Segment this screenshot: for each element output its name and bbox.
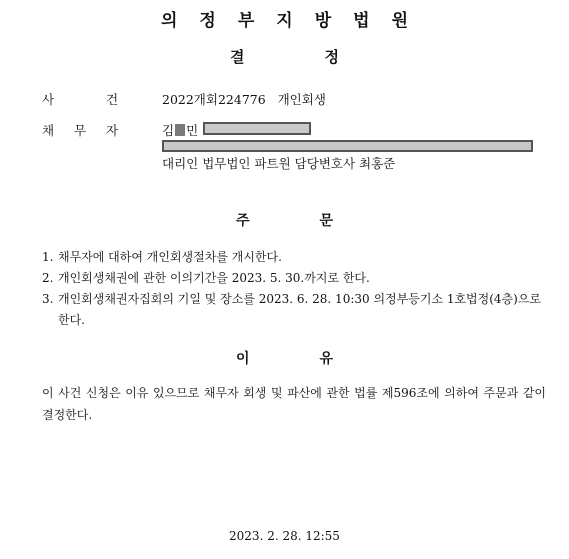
document-title: 결 정 — [230, 48, 339, 66]
representative: 대리인 법무법인 파트원 담당변호사 최홍준 — [162, 156, 396, 171]
debtor-name: 김 민 — [162, 123, 199, 138]
redaction-box-address — [162, 140, 533, 152]
debtor-label: 채 무 자 — [42, 123, 119, 138]
decision-date: 2023. 2. 28. 12:55 — [229, 529, 340, 543]
masked-character — [175, 124, 185, 136]
order-item-1: 1. 채무자에 대하여 개인회생절차를 개시한다. — [42, 250, 282, 264]
case-type: 개인회생 — [277, 92, 326, 107]
case-number-line — [162, 90, 326, 108]
order-item-2: 2. 개인회생채권에 관한 이의기간을 2023. 5. 30.까지로 한다. — [42, 271, 370, 285]
reason-heading: 이 유 — [235, 351, 334, 367]
court-name: 의 정 부 지 방 법 원 — [160, 11, 409, 31]
order-item-3: 3. 개인회생채권자집회의 기일 및 장소를 2023. 6. 28. 10:30 의정부등기소 1호법정(4층)으로 한다. — [42, 292, 542, 327]
order-heading: 주 문 — [235, 213, 334, 229]
case-label: 사 건 — [42, 92, 119, 107]
order-list — [42, 247, 552, 331]
redaction-box-name — [203, 122, 311, 135]
reason-text: 이 사건 신청은 이유 있으므로 채무자 회생 및 파산에 관한 법률 제596조에 의하여 주문과 같이 결정한다. — [42, 386, 546, 422]
case-number: 2022개회224776 — [162, 92, 266, 107]
